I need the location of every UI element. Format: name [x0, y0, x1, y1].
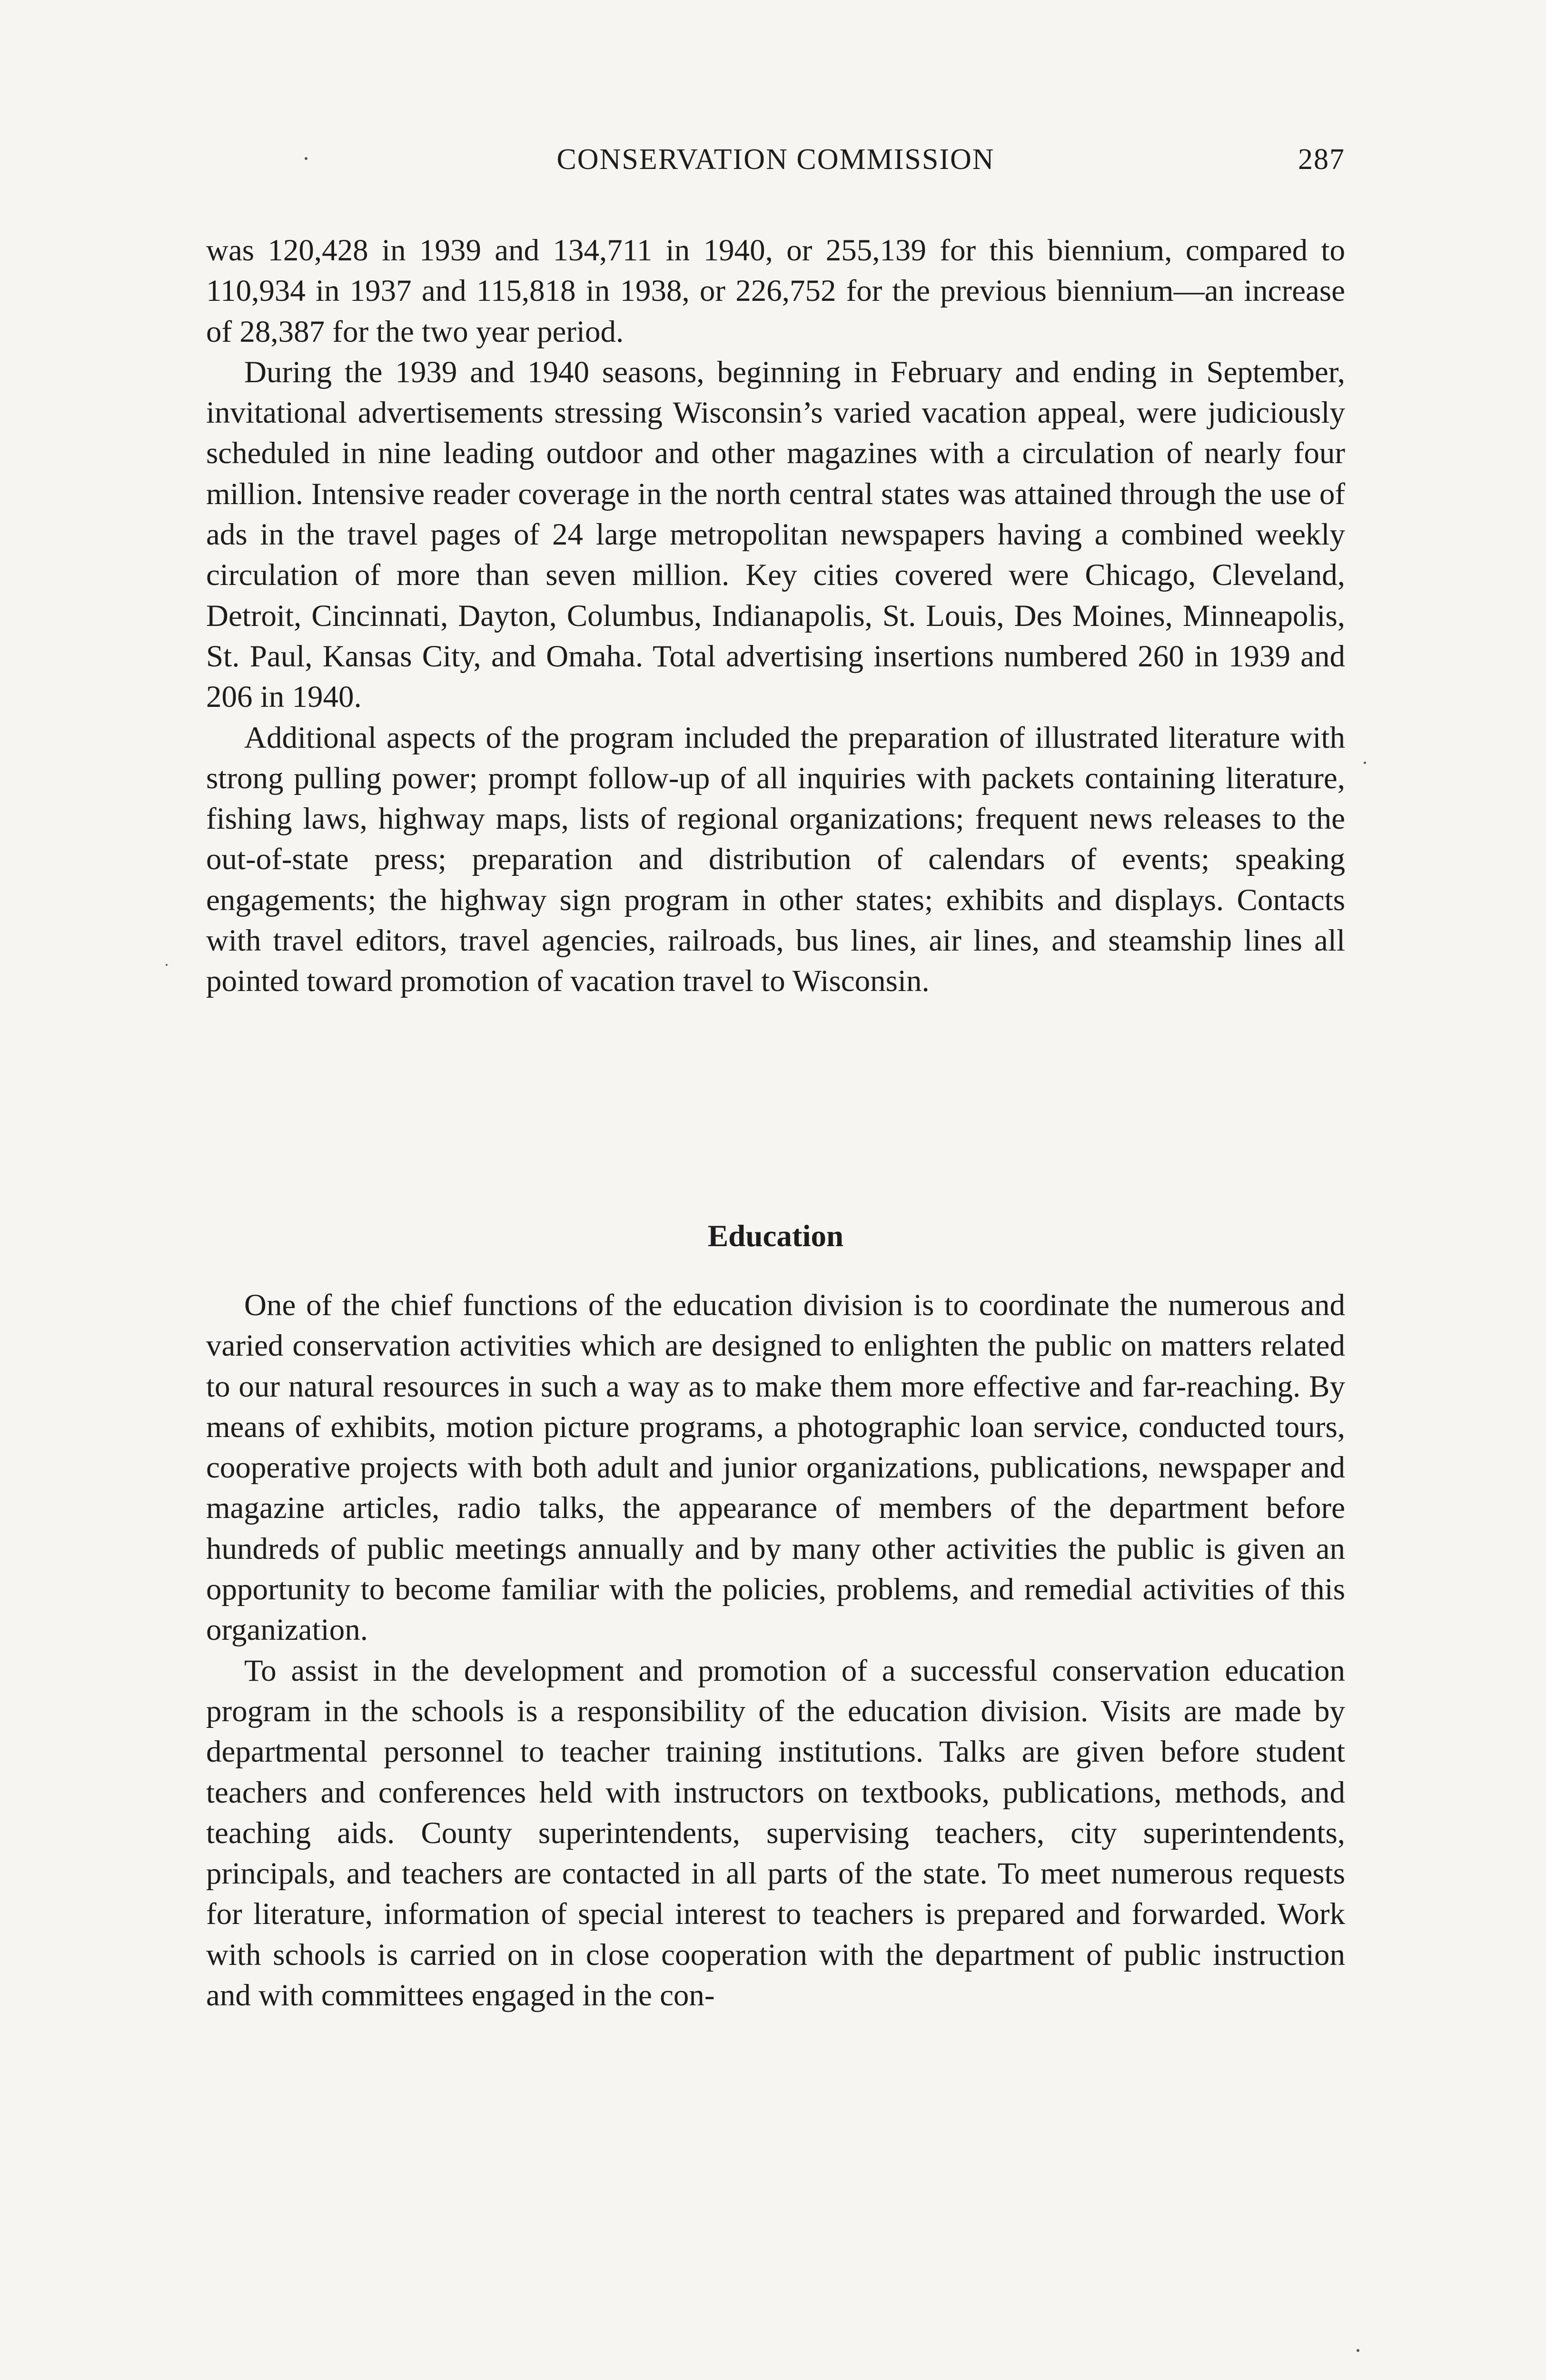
scan-speck: [1364, 762, 1366, 764]
paragraph-schools-program: To assist in the development and promotion of a successful conservation education program in the schools is a responsibility of the education division. Visits are made by departmental personnel to teacher training institutions. Talks are given before student teachers and conferences held with instructors on textbooks, publications, methods, and teaching aids. County superintendents, supervising teachers, city superintendents, principals, and teachers are contacted in all parts of the state. To meet numerous requests for literature, information of special interest to teachers is prepared and forwarded. Work with schools is carried on in close cooperation with the department of public instruction and with committees engaged in the con-: [206, 1653, 1345, 2013]
running-head: [206, 143, 1345, 186]
scan-speck: [305, 157, 307, 160]
page-title: CONSERVATION COMMISSION: [556, 143, 995, 176]
paragraph-education-functions: One of the chief functions of the education division is to coordinate the numerous and varied conservation activities which are designed to enlighten the public on matters related to our natural resources in such a way as to make them more effective and far-reaching. By means of exhibits, motion picture programs, a photographic loan service, conducted tours, cooperative projects with both adult and junior organizations, publications, newspaper and magazine articles, radio talks, the appearance of members of the department before hundreds of public meetings annually and by many other activities the public is given an opportunity to become familiar with the policies, problems, and remedial activities of this organization.: [206, 1288, 1345, 1647]
paragraph-advertising: During the 1939 and 1940 seasons, beginning in February and ending in September, invitational advertisements stressing Wisconsin’s varied vacation appeal, were judiciously scheduled in nine leading outdoor and other magazines with a circulation of nearly four million. Intensive reader coverage in the north central states was attained through the use of ads in the travel pages of 24 large metropolitan newspapers having a combined weekly circulation of more than seven million. Key cities covered were Chicago, Cleveland, Detroit, Cincinnati, Dayton, Columbus, Indianapolis, St. Louis, Des Moines, Minneapolis, St. Paul, Kansas City, and Omaha. Total advertising insertions numbered 260 in 1939 and 206 in 1940.: [206, 355, 1345, 714]
paragraph-program-aspects: Additional aspects of the program included the preparation of illustrated literature with strong pulling power; prompt follow-up of all inquiries with packets containing literature, fishing laws, highway maps, lists of regional organizations; frequent news releases to the out-of-state press; preparation and distribution of calendars of events; speaking engagements; the highway sign program in other states; exhibits and displays. Contacts with travel editors, travel agencies, railroads, bus lines, air lines, and steamship lines all pointed toward promotion of vacation travel to Wisconsin.: [206, 720, 1345, 999]
scan-speck: [1357, 2349, 1359, 2352]
page-number: 287: [1298, 143, 1345, 176]
body-text-block: [206, 230, 1345, 1002]
scan-speck: [166, 964, 168, 966]
education-text-block: [206, 1285, 1345, 2016]
paragraph-continued: was 120,428 in 1939 and 134,711 in 1940, or 255,139 for this biennium, compared to 110,934 in 1937 and 115,818 in 1938, or 226,752 for the previous biennium—an increase of 28,387 for the two year period.: [206, 233, 1345, 349]
section-heading: Education: [707, 1219, 844, 1253]
